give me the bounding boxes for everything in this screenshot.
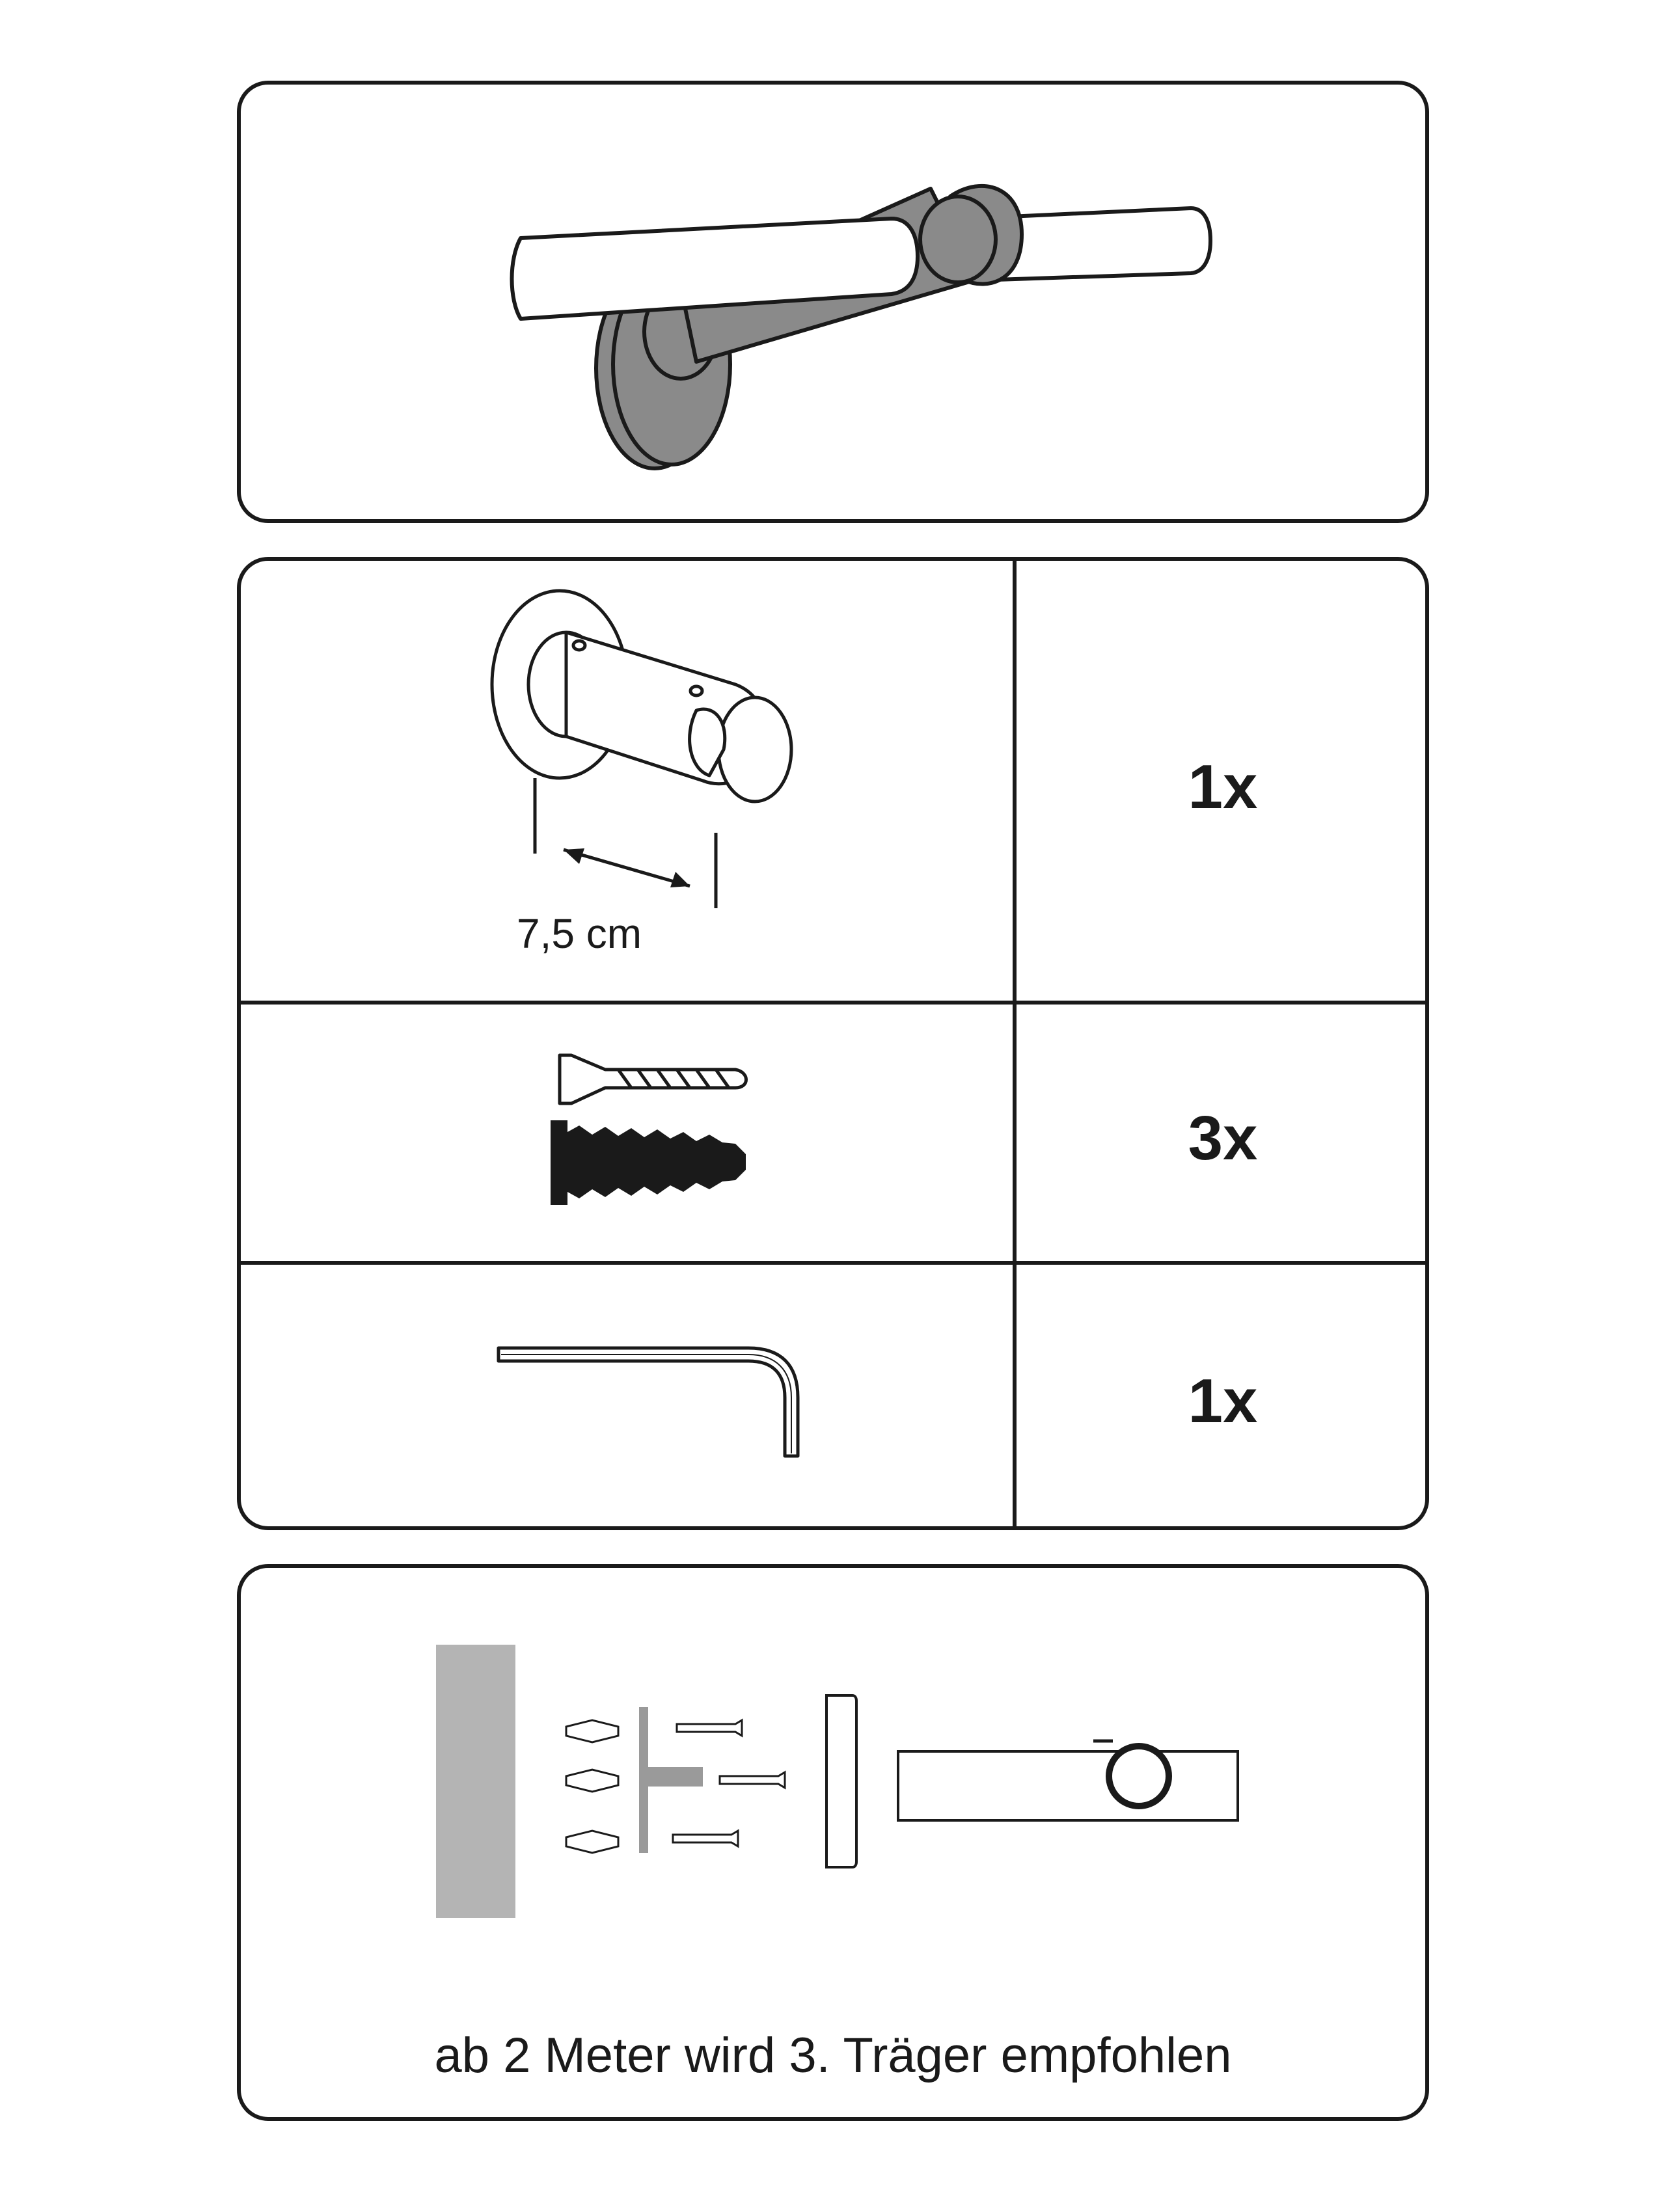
allen-key-icon	[241, 1265, 1013, 1530]
installation-hint-panel	[237, 1564, 1429, 2121]
allen-key-quantity: 1x	[1188, 1366, 1258, 1436]
curtain-rod-bracket-assembly-icon	[241, 85, 1433, 527]
bracket-quantity: 1x	[1188, 752, 1258, 822]
installation-note: ab 2 Meter wird 3. Träger empfohlen	[434, 2028, 1232, 2083]
parts-list-panel	[237, 557, 1429, 1530]
product-illustration-panel	[237, 81, 1429, 523]
bracket-dimension-label: 7,5 cm	[516, 910, 642, 957]
screw-quantity: 3x	[1188, 1103, 1258, 1173]
screw-and-wall-plug-icon	[241, 1005, 1013, 1261]
three-brackets-installation-icon	[241, 1568, 1433, 1971]
